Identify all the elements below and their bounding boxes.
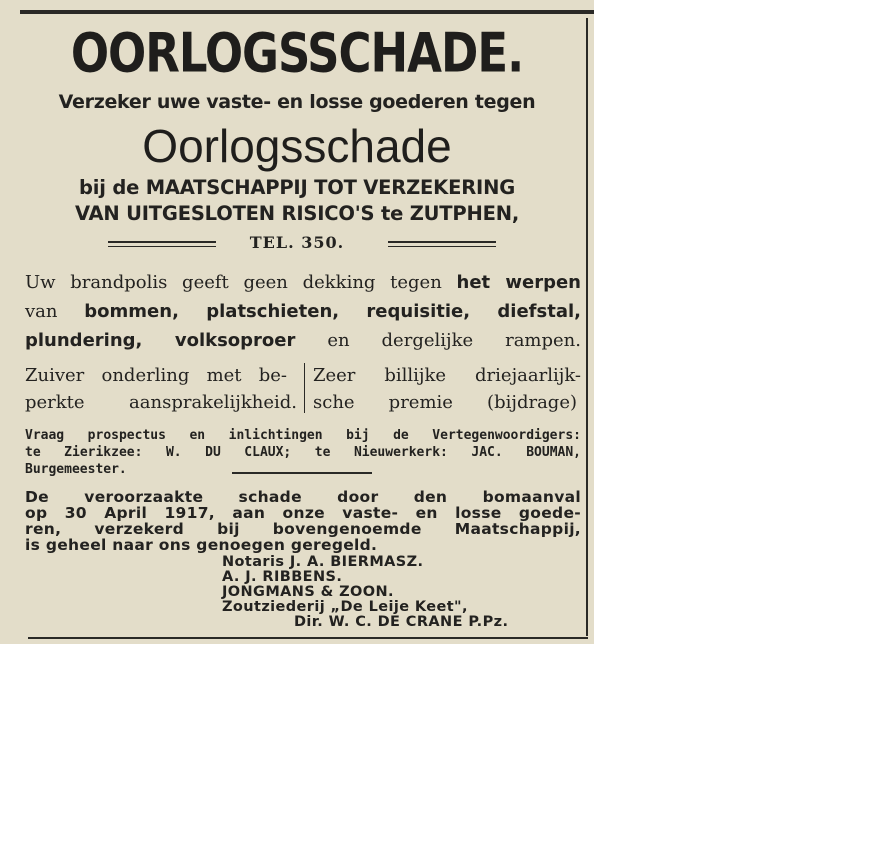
right-col-line-1: Zeer billijke driejaarlijk- [313, 365, 581, 386]
column-divider [304, 363, 305, 413]
info-line-2: te Zierikzee: W. DU CLAUX; te Nieuwerkerk: JAC. BOUMAN, [25, 445, 581, 460]
display-word: Oorlogsschade [142, 120, 452, 172]
telephone: TEL. 350. [249, 233, 345, 252]
info-line-1: Vraag prospectus en inlichtingen bij de Vertegenwoordigers: [25, 428, 581, 443]
company-line-1: bij de MAATSCHAPPIJ TOT VERZEKERING [79, 176, 515, 199]
left-col-line-1: Zuiver onderling met be- [25, 365, 287, 386]
signature-1: Notaris J. A. BIERMASZ. [222, 554, 424, 570]
testimonial-line-1: De veroorzaakte schade door den bomaanval [25, 488, 581, 506]
testimonial-line-3: ren, verzekerd bij bovengenoemde Maatschappij, [25, 520, 581, 538]
headline: OORLOGSSCHADE. [70, 22, 524, 85]
body-line-1: Uw brandpolis geeft geen dekking tegen het werpen [25, 272, 581, 293]
signature-3: JONGMANS & ZOON. [222, 584, 394, 600]
tel-right-rule [388, 241, 496, 243]
company-line-2: VAN UITGESLOTEN RISICO'S te ZUTPHEN, [74, 202, 520, 225]
subheading: Verzeker uwe vaste- en losse goederen tegen [58, 91, 536, 113]
signature-4: Zoutziederij „De Leije Keet", [222, 599, 468, 615]
bottom-rule [28, 637, 588, 639]
body-line-2: van bommen, platschieten, requisitie, diefstal, [25, 301, 581, 322]
top-rule [20, 10, 594, 14]
body-line-3: plundering, volksoproer en dergelijke rampen. [25, 330, 581, 351]
testimonial-line-4: is geheel naar ons genoegen geregeld. [25, 536, 378, 554]
left-col-line-2: perkte aansprakelijkheid. [25, 392, 297, 413]
separator-rule [232, 472, 372, 474]
right-col-line-2: sche premie (bijdrage) [313, 392, 577, 413]
testimonial-line-2: op 30 April 1917, aan onze vaste- en losse goede- [25, 504, 581, 522]
signature-5: Dir. W. C. DE CRANE P.Pz. [294, 614, 509, 630]
signature-2: A. J. RIBBENS. [222, 569, 343, 585]
tel-right-rule-2 [388, 246, 496, 247]
info-line-3: Burgemeester. [25, 462, 127, 477]
